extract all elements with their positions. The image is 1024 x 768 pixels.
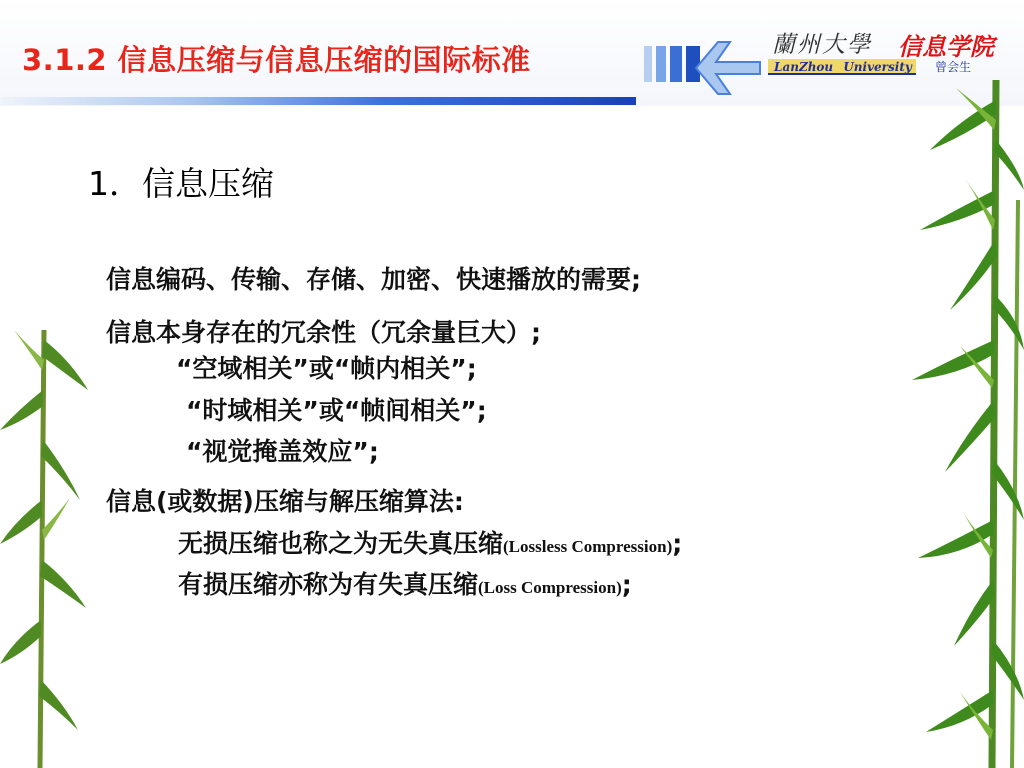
line-text: “时域相关”或“帧间相关”;	[186, 396, 487, 425]
department-name: 信息学院	[898, 33, 994, 61]
bamboo-right-decoration	[900, 80, 1024, 768]
english-term: (Lossless Compression)	[503, 537, 673, 556]
content-line	[186, 391, 487, 427]
bamboo-left-decoration	[0, 330, 90, 768]
content-line	[106, 313, 541, 349]
arrow-left-icon	[690, 32, 768, 104]
title-underline-bar	[0, 97, 636, 105]
english-term: (Loss Compression)	[478, 578, 622, 597]
content-line	[106, 260, 641, 296]
line-text: “视觉掩盖效应”;	[186, 437, 379, 466]
university-logo	[766, 26, 916, 74]
content-line	[106, 482, 464, 518]
line-text: 无损压缩也称之为无失真压缩	[178, 529, 504, 558]
content-line	[178, 524, 682, 560]
page-title: 3.1.2 信息压缩与信息压缩的国际标准	[22, 43, 531, 77]
line-text: 有损压缩亦称为有失真压缩	[178, 570, 479, 599]
author-name: 曾会生	[935, 60, 972, 74]
line-tail: ;	[672, 529, 683, 558]
line-text: 信息编码、传输、存储、加密、快速播放的需要;	[106, 265, 641, 294]
line-text: “空域相关”或“帧内相关”;	[176, 354, 477, 383]
line-text: 信息本身存在的冗余性（冗余量巨大）;	[106, 318, 541, 347]
section-heading: 1．信息压缩	[88, 164, 274, 203]
university-cn-name: 蘭州大學	[772, 32, 872, 58]
line-tail: ;	[621, 570, 632, 599]
line-text: 信息(或数据)压缩与解压缩算法:	[106, 487, 464, 516]
content-line	[186, 432, 379, 468]
content-line	[178, 565, 632, 601]
university-en-name: LanZhou University	[768, 59, 916, 75]
content-line	[176, 349, 477, 385]
